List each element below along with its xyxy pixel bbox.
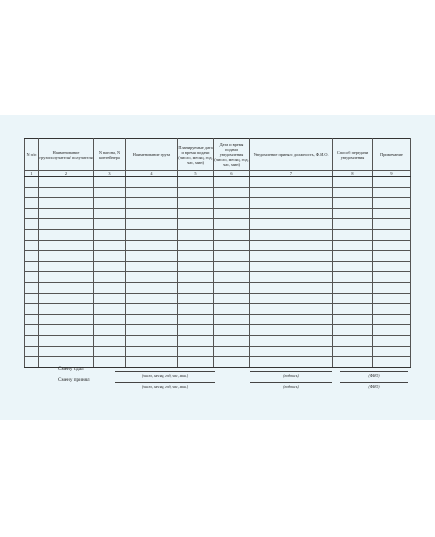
col-header-consignee: Наименование грузополучателя/ получателя [39, 139, 94, 171]
table-row [25, 261, 411, 272]
table-cell[interactable] [178, 251, 214, 262]
table-cell[interactable] [94, 198, 126, 209]
table-cell[interactable] [333, 219, 373, 230]
table-cell[interactable] [39, 346, 94, 357]
table-cell[interactable] [250, 314, 333, 325]
table-cell[interactable] [126, 293, 178, 304]
handed-over-label: Смену сдал [58, 366, 84, 372]
table-cell[interactable] [333, 240, 373, 251]
table-cell[interactable] [250, 261, 333, 272]
table-cell[interactable] [178, 282, 214, 293]
table-cell[interactable] [373, 219, 411, 230]
table-cell[interactable] [250, 198, 333, 209]
col-header-method: Способ передачи уведомления [333, 139, 373, 171]
table-cell[interactable] [39, 272, 94, 283]
table-cell[interactable] [178, 229, 214, 240]
table-cell[interactable] [214, 240, 250, 251]
table-cell[interactable] [94, 293, 126, 304]
table-row [25, 272, 411, 283]
datetime-caption: (число, месяц, год, час, мин.) [141, 374, 189, 378]
table-cell[interactable] [178, 304, 214, 315]
table-cell[interactable] [373, 314, 411, 325]
table-cell[interactable] [250, 282, 333, 293]
table-cell[interactable] [178, 208, 214, 219]
table-cell[interactable] [94, 187, 126, 198]
table-cell[interactable] [333, 304, 373, 315]
table-cell[interactable] [373, 325, 411, 336]
datetime-caption: (число, месяц, год, час, мин.) [141, 385, 189, 389]
name-caption: (ФИО) [368, 374, 380, 378]
table-cell[interactable] [214, 177, 250, 188]
col-header-cargo: Наименование груза [126, 139, 178, 171]
table-cell[interactable] [373, 346, 411, 357]
table-cell[interactable] [25, 325, 39, 336]
table-row [25, 208, 411, 219]
table-cell[interactable] [250, 251, 333, 262]
table-cell[interactable] [25, 229, 39, 240]
col-header-accepted-by: Уведомление принял: должность, Ф.И.О. [250, 139, 333, 171]
table-cell[interactable] [25, 219, 39, 230]
table-cell[interactable] [178, 346, 214, 357]
table-row [25, 177, 411, 188]
table-cell[interactable] [214, 229, 250, 240]
table-cell[interactable] [333, 208, 373, 219]
table-cell[interactable] [25, 198, 39, 209]
table-cell[interactable] [214, 304, 250, 315]
table-cell[interactable] [178, 272, 214, 283]
table-cell[interactable] [126, 177, 178, 188]
table-row [25, 240, 411, 251]
table-cell[interactable] [214, 346, 250, 357]
table-cell[interactable] [333, 187, 373, 198]
col-header-notice-time: Дата и время подачи уведомления (число, месяц, год, час, мин) [214, 139, 250, 171]
table-cell[interactable] [94, 335, 126, 346]
table-cell[interactable] [25, 208, 39, 219]
table-cell[interactable] [333, 251, 373, 262]
table-row [25, 314, 411, 325]
table-cell[interactable] [333, 177, 373, 188]
table-cell[interactable] [126, 261, 178, 272]
table-cell[interactable] [25, 251, 39, 262]
table-cell[interactable] [39, 219, 94, 230]
table-cell[interactable] [25, 240, 39, 251]
table-cell[interactable] [214, 251, 250, 262]
journal-page [0, 115, 435, 420]
table-cell[interactable] [94, 261, 126, 272]
table-cell[interactable] [373, 240, 411, 251]
table-cell[interactable] [126, 346, 178, 357]
table-row [25, 219, 411, 230]
col-number: 5 [178, 171, 214, 177]
signature-line[interactable] [250, 371, 332, 372]
table-cell[interactable] [25, 304, 39, 315]
table-cell[interactable] [94, 282, 126, 293]
table-cell[interactable] [333, 229, 373, 240]
table-body [25, 177, 411, 368]
table-cell[interactable] [39, 304, 94, 315]
table-cell[interactable] [126, 208, 178, 219]
table-cell[interactable] [373, 198, 411, 209]
table-cell[interactable] [126, 272, 178, 283]
datetime-line[interactable] [115, 371, 215, 372]
table-cell[interactable] [94, 229, 126, 240]
table-row [25, 293, 411, 304]
table-cell[interactable] [126, 229, 178, 240]
table-cell[interactable] [94, 304, 126, 315]
table-cell[interactable] [39, 240, 94, 251]
table-cell[interactable] [373, 272, 411, 283]
table-cell[interactable] [178, 261, 214, 272]
name-line[interactable] [340, 371, 408, 372]
table-cell[interactable] [25, 261, 39, 272]
table-cell[interactable] [25, 187, 39, 198]
table-cell[interactable] [25, 272, 39, 283]
received-label: Смену принял [58, 377, 90, 383]
table-cell[interactable] [39, 261, 94, 272]
signature-line[interactable] [250, 382, 332, 383]
table-cell[interactable] [39, 314, 94, 325]
table-cell[interactable] [373, 261, 411, 272]
table-cell[interactable] [94, 219, 126, 230]
table-cell[interactable] [333, 272, 373, 283]
table-cell[interactable] [178, 187, 214, 198]
table-cell[interactable] [214, 187, 250, 198]
table-cell[interactable] [94, 272, 126, 283]
table-cell[interactable] [178, 314, 214, 325]
table-cell[interactable] [25, 282, 39, 293]
table-cell[interactable] [25, 346, 39, 357]
table-cell[interactable] [214, 335, 250, 346]
col-number: 3 [94, 171, 126, 177]
table-cell[interactable] [178, 325, 214, 336]
table-cell[interactable] [373, 187, 411, 198]
table-cell[interactable] [333, 335, 373, 346]
table-cell[interactable] [94, 208, 126, 219]
table-cell[interactable] [39, 325, 94, 336]
table-cell[interactable] [250, 272, 333, 283]
table-cell[interactable] [250, 304, 333, 315]
table-cell[interactable] [250, 208, 333, 219]
table-cell[interactable] [126, 240, 178, 251]
table-cell[interactable] [126, 335, 178, 346]
table-row [25, 282, 411, 293]
table-cell[interactable] [39, 177, 94, 188]
table-cell[interactable] [39, 251, 94, 262]
table-cell[interactable] [126, 198, 178, 209]
table-cell[interactable] [126, 304, 178, 315]
col-number: 6 [214, 171, 250, 177]
table-cell[interactable] [373, 229, 411, 240]
col-number: 8 [333, 171, 373, 177]
table-cell[interactable] [25, 177, 39, 188]
table-cell[interactable] [333, 314, 373, 325]
table-cell[interactable] [333, 261, 373, 272]
table-cell[interactable] [39, 335, 94, 346]
table-row [25, 304, 411, 315]
table-cell[interactable] [25, 335, 39, 346]
table-cell[interactable] [333, 282, 373, 293]
table-row [25, 187, 411, 198]
table-cell[interactable] [250, 335, 333, 346]
table-cell[interactable] [214, 272, 250, 283]
name-line[interactable] [340, 382, 408, 383]
table-cell[interactable] [94, 325, 126, 336]
col-number: 9 [373, 171, 411, 177]
table-cell[interactable] [333, 198, 373, 209]
table-cell[interactable] [373, 293, 411, 304]
table-cell[interactable] [250, 240, 333, 251]
col-number: 4 [126, 171, 178, 177]
table-cell[interactable] [214, 314, 250, 325]
col-number: 7 [250, 171, 333, 177]
table-cell[interactable] [178, 240, 214, 251]
table-row [25, 335, 411, 346]
table-cell[interactable] [39, 293, 94, 304]
table-cell[interactable] [214, 261, 250, 272]
table-cell[interactable] [333, 346, 373, 357]
table-cell[interactable] [250, 219, 333, 230]
table-cell[interactable] [250, 187, 333, 198]
table-cell[interactable] [178, 177, 214, 188]
col-header-planned-time: Планируемые дата и время подачи (число, месяц, год, час, мин) [178, 139, 214, 171]
name-caption: (ФИО) [368, 385, 380, 389]
table-cell[interactable] [94, 346, 126, 357]
signature-caption: (подпись) [283, 374, 299, 378]
table-row [25, 198, 411, 209]
table-cell[interactable] [94, 314, 126, 325]
table-cell[interactable] [214, 293, 250, 304]
receive-signature-line [0, 375, 435, 395]
table-cell[interactable] [214, 208, 250, 219]
table-cell[interactable] [126, 282, 178, 293]
datetime-line[interactable] [115, 382, 215, 383]
table-cell[interactable] [94, 251, 126, 262]
col-number: 1 [25, 171, 39, 177]
table-cell[interactable] [373, 177, 411, 188]
table-cell[interactable] [94, 240, 126, 251]
col-header-number: N п/п [25, 139, 39, 171]
table-cell[interactable] [333, 325, 373, 336]
table-row [25, 229, 411, 240]
notification-journal-table [24, 138, 411, 368]
table-cell[interactable] [178, 219, 214, 230]
table-cell[interactable] [39, 187, 94, 198]
table-cell[interactable] [373, 282, 411, 293]
table-cell[interactable] [250, 177, 333, 188]
table-cell[interactable] [178, 293, 214, 304]
table-cell[interactable] [373, 304, 411, 315]
table-cell[interactable] [39, 208, 94, 219]
table-cell[interactable] [25, 293, 39, 304]
table-cell[interactable] [214, 325, 250, 336]
table-cell[interactable] [214, 282, 250, 293]
table-cell[interactable] [39, 282, 94, 293]
table-cell[interactable] [178, 198, 214, 209]
table-cell[interactable] [25, 314, 39, 325]
table-cell[interactable] [333, 293, 373, 304]
table-cell[interactable] [373, 335, 411, 346]
signature-caption: (подпись) [283, 385, 299, 389]
table-cell[interactable] [126, 219, 178, 230]
table-cell[interactable] [214, 198, 250, 209]
table-cell[interactable] [373, 251, 411, 262]
table-cell[interactable] [373, 208, 411, 219]
table-cell[interactable] [126, 314, 178, 325]
col-number: 2 [39, 171, 94, 177]
table-cell[interactable] [178, 335, 214, 346]
col-header-wagon: N вагона, N контейнера [94, 139, 126, 171]
table-cell[interactable] [126, 325, 178, 336]
col-header-note: Примечание [373, 139, 411, 171]
table-row [25, 325, 411, 336]
table-cell[interactable] [94, 177, 126, 188]
table-cell[interactable] [250, 325, 333, 336]
table-cell[interactable] [126, 251, 178, 262]
table-cell[interactable] [214, 219, 250, 230]
table-cell[interactable] [250, 346, 333, 357]
table-cell[interactable] [39, 198, 94, 209]
table-cell[interactable] [126, 187, 178, 198]
table-cell[interactable] [250, 229, 333, 240]
table-cell[interactable] [250, 293, 333, 304]
table-row [25, 346, 411, 357]
table-row [25, 251, 411, 262]
header-row [25, 139, 411, 171]
table-cell[interactable] [39, 229, 94, 240]
